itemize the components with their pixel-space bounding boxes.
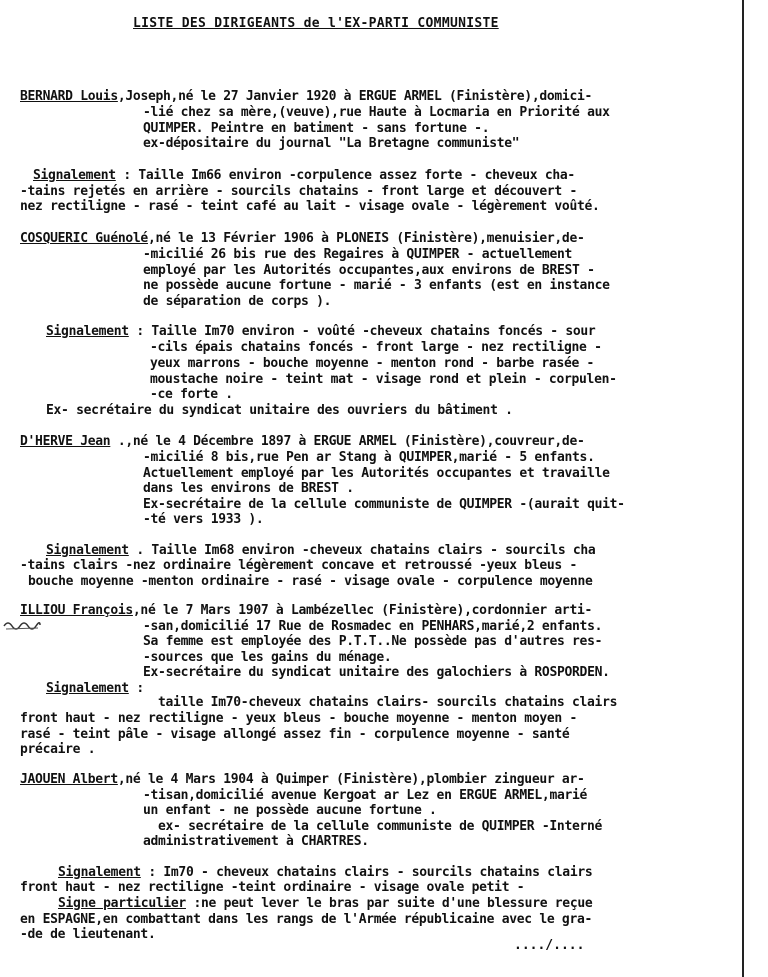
entry-2-line-4: ne possède aucune fortune - marié - 3 enfants (est en instance xyxy=(143,278,610,293)
entry-2-sig-line-2: -cils épais chatains foncés - front large - nez rectiligne - xyxy=(150,340,602,355)
entry-5-line-5: administrativement à CHARTRES. xyxy=(143,834,369,849)
entry-2-sig-line-3: yeux marrons - bouche moyenne - menton rond - barbe rasée - xyxy=(150,356,595,371)
entry-3-line-2: -micilié 8 bis,rue Pen ar Stang à QUIMPER,marié - 5 enfants. xyxy=(143,450,595,465)
entry-2-intro: ,né le 13 Février 1906 à PLONEIS (Finistère),menuisier,de- xyxy=(147,231,585,246)
entry-4-line-5: Ex-secrétaire du syndicat unitaire des galochiers à ROSPORDEN. xyxy=(143,665,610,680)
continuation-marker: ..../.... xyxy=(514,938,585,953)
entry-5-sig-line-1 xyxy=(58,865,592,881)
entry-1-name: BERNARD Louis xyxy=(20,89,118,104)
entry-4-line-2: -san,domicilié 17 Rue de Rosmadec en PENHARS,marié,2 enfants. xyxy=(143,619,603,634)
margin-rule xyxy=(742,0,744,977)
margin-scribble xyxy=(2,618,42,632)
entry-4-sig-label: Signalement xyxy=(46,681,129,696)
entry-5-signe-line-2: en ESPAGNE,en combattant dans les rangs de l'Armée républicaine avec le gra- xyxy=(20,912,593,927)
entry-1-sig-line-1 xyxy=(33,168,575,184)
entry-1-sig-line-3: nez rectiligne - rasé - teint café au lait - visage ovale - légèrement voûté. xyxy=(20,199,600,214)
entry-3-sig-line-3: bouche moyenne -menton ordinaire - rasé - visage ovale - corpulence moyenne xyxy=(28,574,593,589)
entry-4-intro: ,né le 7 Mars 1907 à Lambézellec (Finistère),cordonnier arti- xyxy=(132,603,593,618)
entry-5-name: JAOUEN Albert xyxy=(20,772,118,787)
entry-3-line-6: -té vers 1933 ). xyxy=(143,512,264,527)
entry-1-line-3: QUIMPER. Peintre en batiment - sans fortune -. xyxy=(143,121,490,136)
entry-4-sig-line-1 xyxy=(46,681,144,697)
entry-2-extra: Ex- secrétaire du syndicat unitaire des ouvriers du bâtiment . xyxy=(46,403,513,418)
entry-5-signe-text: :ne peut lever le bras par suite d'une blessure reçue xyxy=(185,896,593,911)
entry-3-sig-line-1 xyxy=(46,543,595,559)
entry-3-sig-label: Signalement xyxy=(46,543,129,558)
entry-3-line-4: dans les environs de BREST . xyxy=(143,481,354,496)
entry-5-line-4: ex- secrétaire de la cellule communiste de QUIMPER -Interné xyxy=(158,819,603,834)
entry-2-line-5: de séparation de corps ). xyxy=(143,294,332,309)
entry-2-name: COSQUERIC Guénolé xyxy=(20,231,148,246)
entry-3-line-3: Actuellement employé par les Autorités occupantes et travaille xyxy=(143,466,610,481)
document-title: LISTE DES DIRIGEANTS de l'EX-PARTI COMMUNISTE xyxy=(133,16,499,31)
entry-5-intro: ,né le 4 Mars 1904 à Quimper (Finistère),plombier zingueur ar- xyxy=(117,772,585,787)
entry-4-sig-text: : xyxy=(128,681,144,696)
entry-3-intro: .,né le 4 Décembre 1897 à ERGUE ARMEL (Finistère),couvreur,de- xyxy=(110,434,585,449)
entry-2-line-2: -micilié 26 bis rue des Regaires à QUIMPER - actuellement xyxy=(143,247,573,262)
entry-4-sig-line-4: rasé - teint pâle - visage allongé assez fin - corpulence moyenne - santé xyxy=(20,727,570,742)
entry-5-sig-label: Signalement xyxy=(58,865,141,880)
entry-1-line-2: -lié chez sa mère,(veuve),rue Haute à Locmaria en Priorité aux xyxy=(143,105,610,120)
entry-5-sig-text: : Im70 - cheveux chatains clairs - sourcils chatains clairs xyxy=(140,865,593,880)
entry-1-sig-label: Signalement xyxy=(33,168,116,183)
entry-5-signe-line-1 xyxy=(58,896,592,912)
entry-4-sig-line-5: précaire . xyxy=(20,742,96,757)
entry-1-line-4: ex-dépositaire du journal "La Bretagne communiste" xyxy=(143,136,520,151)
entry-1-sig-text: : Taille Im66 environ -corpulence assez forte - cheveux cha- xyxy=(115,168,575,183)
entry-3-line-5: Ex-secrétaire de la cellule communiste de QUIMPER -(aurait quit- xyxy=(143,497,625,512)
entry-5-line-2: -tisan,domicilié avenue Kergoat ar Lez en ERGUE ARMEL,marié xyxy=(143,788,588,803)
entry-4-name: ILLIOU François xyxy=(20,603,133,618)
entry-1-intro: ,Joseph,né le 27 Janvier 1920 à ERGUE ARMEL (Finistère),domici- xyxy=(117,89,593,104)
entry-4-line-4: -sources que les gains du ménage. xyxy=(143,650,392,665)
entry-2-sig-line-5: -ce forte . xyxy=(150,387,233,402)
entry-4-sig-line-3: front haut - nez rectiligne - yeux bleus - bouche moyenne - menton moyen - xyxy=(20,711,577,726)
entry-4-sig-line-2: taille Im70-cheveux chatains clairs- sourcils chatains clairs xyxy=(158,695,618,710)
entry-2-sig-line-1 xyxy=(46,324,595,340)
entry-3-sig-line-2: -tains clairs -nez ordinaire légèrement concave et retroussé -yeux bleus - xyxy=(20,558,577,573)
entry-5-line-3: un enfant - ne possède aucune fortune . xyxy=(143,803,437,818)
entry-2-sig-text: : Taille Im70 environ - voûté -cheveux chatains foncés - sour xyxy=(128,324,596,339)
entry-2-sig-label: Signalement xyxy=(46,324,129,339)
entry-2-line-3: employé par les Autorités occupantes,aux environs de BREST - xyxy=(143,263,595,278)
entry-3-name: D'HERVE Jean xyxy=(20,434,111,449)
entry-2-line-1 xyxy=(20,231,585,247)
entry-5-sig-line-2: front haut - nez rectiligne -teint ordinaire - visage ovale petit - xyxy=(20,880,525,895)
entry-5-line-1 xyxy=(20,772,585,788)
entry-5-signe-label: Signe particulier xyxy=(58,896,186,911)
entry-5-signe-line-3: -de de lieutenant. xyxy=(20,927,156,942)
entry-4-line-3: Sa femme est employée des P.T.T..Ne possède pas d'autres res- xyxy=(143,634,603,649)
entry-1-sig-line-2: -tains rejetés en arrière - sourcils chatains - front large et découvert - xyxy=(20,184,577,199)
entry-3-sig-text: . Taille Im68 environ -cheveux chatains clairs - sourcils cha xyxy=(128,543,596,558)
entry-4-line-1 xyxy=(20,603,592,619)
entry-1-line-1 xyxy=(20,89,592,105)
entry-2-sig-line-4: moustache noire - teint mat - visage rond et plein - corpulen- xyxy=(150,372,617,387)
entry-3-line-1 xyxy=(20,434,585,450)
